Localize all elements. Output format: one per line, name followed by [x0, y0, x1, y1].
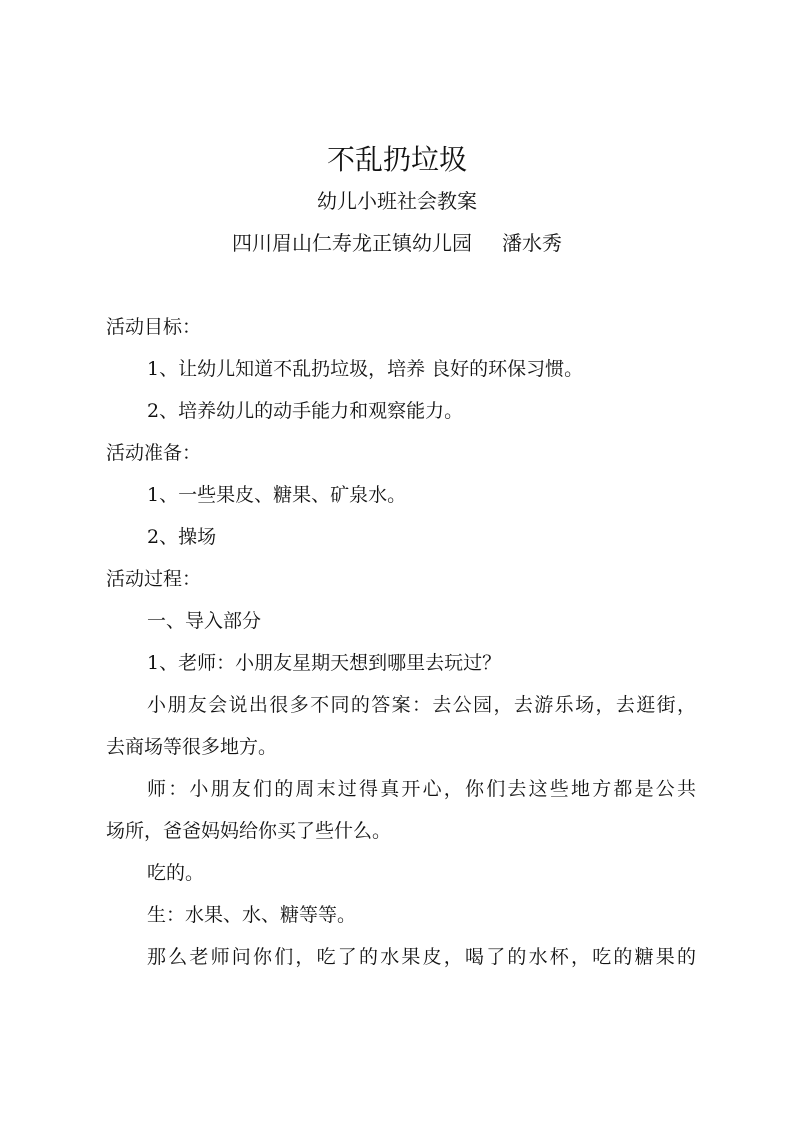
document-body	[106, 312, 696, 984]
goal-item-2: 2、培养幼儿的动手能力和观察能力。	[147, 400, 464, 422]
section-heading-preparation: 活动准备：	[106, 442, 202, 464]
teacher-question-1: 1、老师：小朋友星期天想到哪里去玩过？	[147, 652, 502, 674]
document-title: 不乱扔垃圾	[326, 143, 467, 176]
children-answer-line-1: 小朋友会说出很多不同的答案：去公园，去游乐场，去逛街，	[147, 694, 696, 716]
document-subtitle: 幼儿小班社会教案	[317, 189, 477, 213]
teacher-remark-line-2: 场所，爸爸妈妈给你买了些什么。	[106, 820, 392, 842]
children-answer-line-2: 去商场等很多地方。	[106, 736, 278, 758]
prep-item-1: 1、一些果皮、糖果、矿泉水。	[147, 484, 407, 506]
section-heading-process: 活动过程：	[106, 568, 202, 590]
teacher-remark-line-1: 师：小朋友们的周末过得真开心，你们去这些地方都是公共	[147, 778, 696, 800]
process-part-1: 一、导入部分	[147, 610, 262, 632]
author-name: 潘水秀	[502, 231, 562, 255]
eat-line: 吃的。	[147, 862, 205, 884]
teacher-question-trash: 那么老师问你们，吃了的水果皮，喝了的水杯，吃的糖果的	[147, 946, 696, 968]
school-name: 四川眉山仁寿龙正镇幼儿园	[232, 231, 472, 255]
author-line	[0, 228, 794, 258]
goal-item-1: 1、让幼儿知道不乱扔垃圾，培养 良好的环保习惯。	[147, 358, 584, 380]
section-heading-goals: 活动目标：	[106, 316, 202, 338]
student-answer: 生：水果、水、糖等等。	[147, 904, 357, 926]
prep-item-2: 2、操场	[147, 526, 217, 548]
